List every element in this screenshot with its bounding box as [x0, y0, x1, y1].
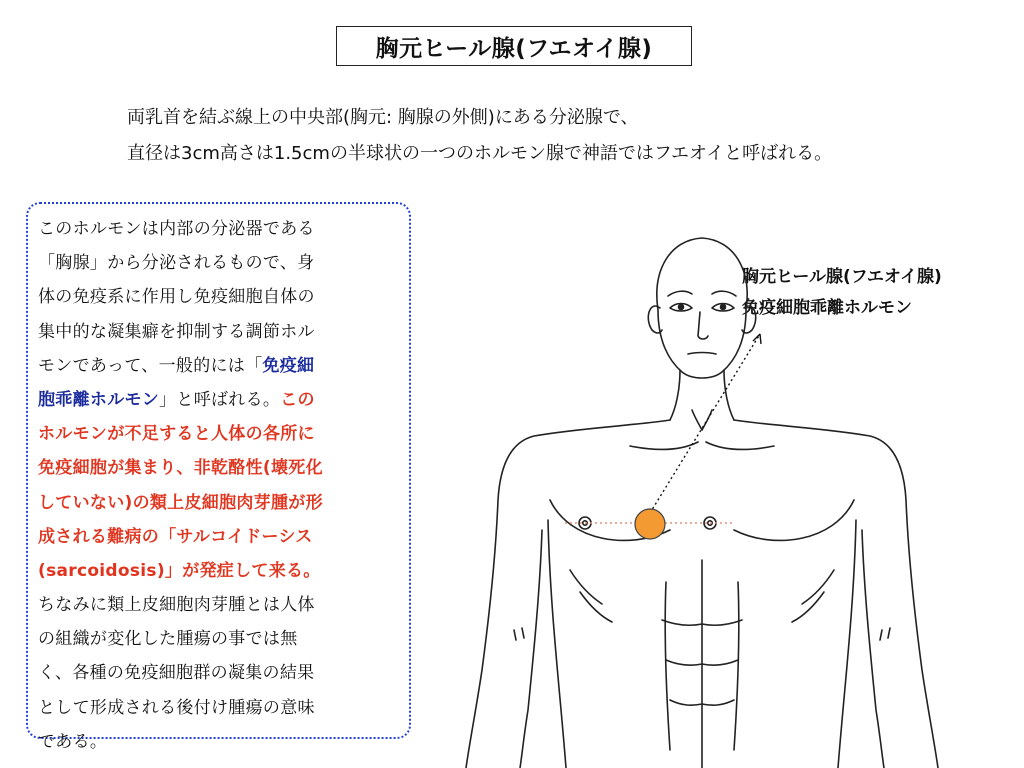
- page-title: 胸元ヒール腺(フエオイ腺): [336, 26, 692, 66]
- callout-line-1: 胸元ヒール腺(フエオイ腺): [742, 267, 942, 287]
- note-segment: 免疫細: [262, 355, 315, 376]
- note-segment: ちなみに類上皮細胞肉芽腫とは人体: [38, 595, 315, 616]
- note-segment: 体の免疫系に作用し免疫細胞自体の: [38, 287, 315, 308]
- note-segment: このホルモンは内部の分泌器である: [38, 219, 315, 239]
- left-shoulder-arm: [466, 420, 670, 768]
- note-line: [38, 212, 393, 246]
- callout-arrow: [650, 334, 760, 513]
- note-segment: ホルモンが不足すると人体の各所に: [38, 424, 315, 445]
- note-line: [38, 246, 393, 280]
- note-segment: の組織が変化した腫瘍の事では無: [38, 629, 298, 650]
- intro-line-1: 両乳首を結ぶ線上の中央部(胸元: 胸腺の外側)にある分泌腺で、: [127, 107, 639, 128]
- note-segment: 「胸腺」から分泌されるもので、身: [38, 253, 315, 274]
- note-segment: 成される難病の「サルコイドーシス: [38, 526, 313, 547]
- note-line: [38, 280, 393, 314]
- note-line: [38, 315, 393, 349]
- pectoral-right: [734, 500, 854, 540]
- note-line: [38, 349, 393, 383]
- note-segment: この: [280, 389, 315, 410]
- callout-line-2: 免疫細胞乖離ホルモン: [742, 298, 912, 318]
- note-line: [38, 451, 393, 485]
- note-line: [38, 622, 393, 656]
- note-line: [38, 520, 393, 554]
- note-segment: 胞乖離ホルモン: [38, 389, 160, 410]
- note-segment: (sarcoidosis)」が発症して来る。: [38, 560, 321, 581]
- note-segment: 集中的な凝集癖を抑制する調節ホル: [38, 321, 315, 342]
- intro-line-2: 直径は3cm高さは1.5cmの半球状の一つのホルモン腺で神語ではフエオイと呼ばれる。: [127, 143, 833, 164]
- note-line: [38, 383, 393, 417]
- note-segment: である。: [38, 731, 108, 752]
- intro-text: [127, 100, 1007, 172]
- note-line: [38, 656, 393, 690]
- note-segment: 」と呼ばれる。: [159, 389, 281, 410]
- human-torso-illustration: [430, 230, 1024, 768]
- note-line: [38, 588, 393, 622]
- note-line: [38, 725, 393, 759]
- note-text: [38, 212, 393, 759]
- note-segment: く、各種の免疫細胞群の凝集の結果: [38, 663, 315, 684]
- neck-right: [724, 370, 734, 420]
- note-segment: 免疫細胞が集まり、非乾酪性(壊死化: [38, 458, 323, 479]
- neck-left: [670, 370, 680, 420]
- right-shoulder-arm: [734, 420, 938, 768]
- note-segment: モンであって、一般的には「: [38, 355, 263, 376]
- chest-gland-marker: [635, 509, 665, 539]
- note-segment: として形成される後付け腫瘍の意味: [38, 697, 315, 718]
- note-line: [38, 691, 393, 725]
- note-line: [38, 417, 393, 451]
- note-line: [38, 486, 393, 520]
- note-line: [38, 554, 393, 588]
- note-segment: していない)の類上皮細胞肉芽腫が形: [38, 492, 323, 513]
